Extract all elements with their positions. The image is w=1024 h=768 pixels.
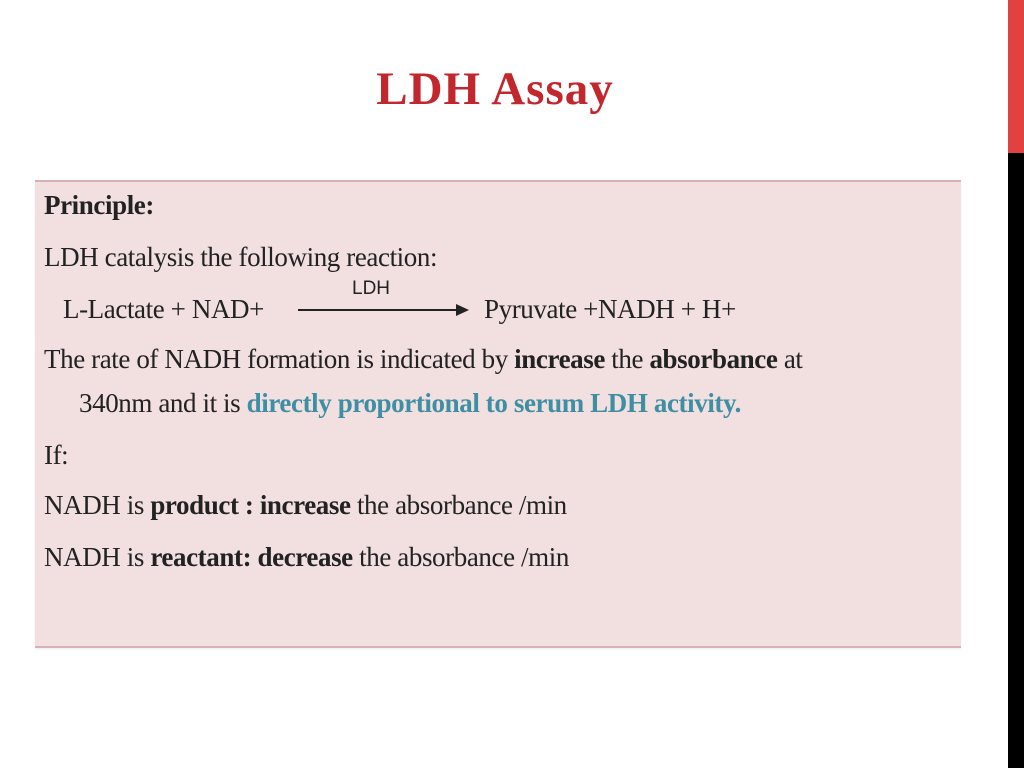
principle-heading: Principle: — [44, 190, 154, 220]
rate-line-continued — [79, 388, 741, 419]
slide-title: LDH Assay — [376, 63, 614, 115]
product-bold: product : increase — [150, 490, 351, 520]
rate-text-2: the — [604, 344, 650, 374]
rate-line — [44, 344, 803, 375]
rate-text-4: 340nm and it is — [79, 388, 247, 418]
right-arrow-icon — [298, 300, 470, 320]
principle-box — [35, 180, 961, 648]
product-suffix: the absorbance /min — [350, 490, 567, 520]
rate-text-1: The rate of NADH formation is indicated by — [44, 344, 515, 374]
product-prefix: NADH is — [44, 490, 151, 520]
reactant-line — [44, 542, 569, 573]
rate-bold-absorbance: absorbance — [649, 344, 778, 374]
reaction-reactants: L-Lactate + NAD+ — [63, 294, 264, 324]
rate-highlight: directly proportional to serum LDH activity. — [246, 388, 741, 418]
reactant-prefix: NADH is — [44, 542, 151, 572]
enzyme-label: LDH — [352, 278, 391, 299]
product-line — [44, 490, 567, 521]
if-label: If: — [44, 440, 69, 470]
reaction-arrow-group — [298, 278, 470, 328]
catalysis-line: LDH catalysis the following reaction: — [44, 242, 438, 272]
reaction-products: Pyruvate +NADH + H+ — [484, 294, 736, 324]
side-bar-accent — [1008, 0, 1024, 153]
reactant-suffix: the absorbance /min — [352, 542, 569, 572]
rate-bold-increase: increase — [514, 344, 605, 374]
reactant-bold: reactant: decrease — [150, 542, 353, 572]
rate-text-3: at — [777, 344, 803, 374]
